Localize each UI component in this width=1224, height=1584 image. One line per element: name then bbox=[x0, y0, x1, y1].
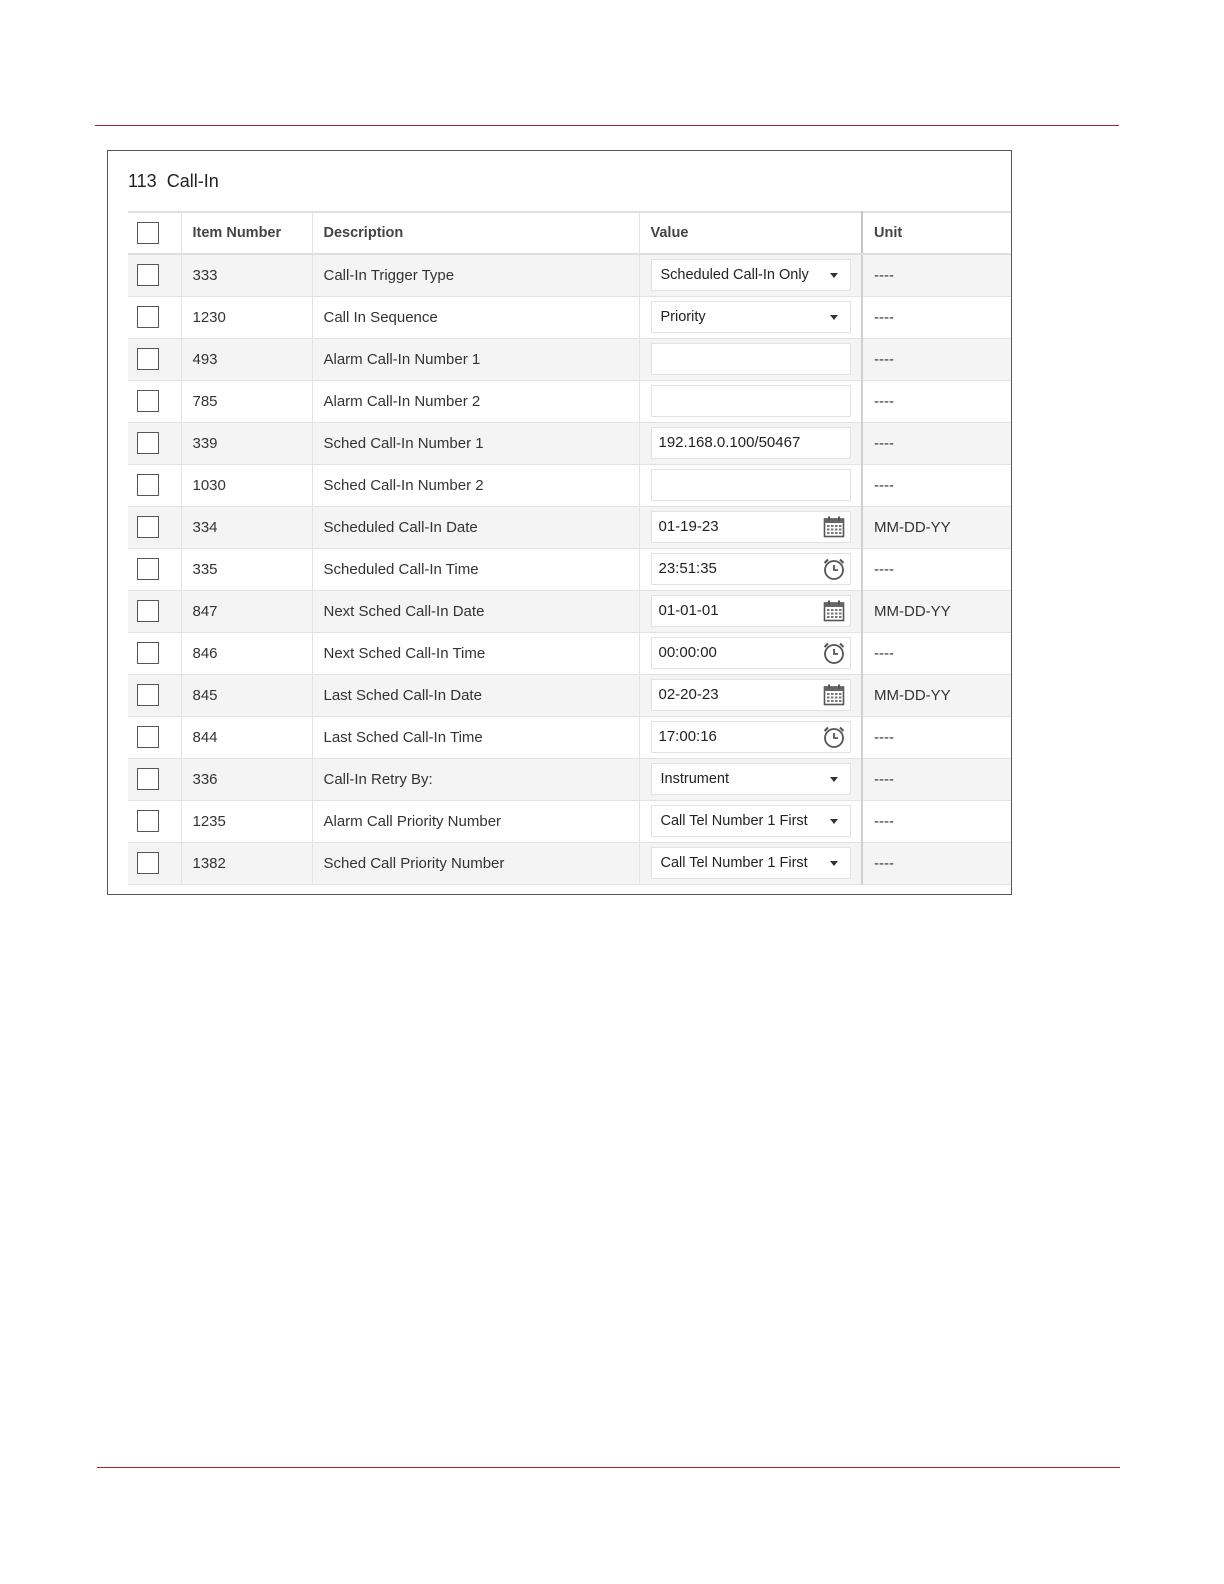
description-cell: Scheduled Call-In Date bbox=[312, 506, 639, 548]
time-input[interactable] bbox=[651, 721, 851, 753]
page-footer-rule bbox=[97, 1467, 1120, 1468]
row-checkbox[interactable] bbox=[137, 348, 159, 370]
row-select-cell bbox=[128, 506, 181, 548]
value-cell bbox=[639, 716, 862, 758]
row-checkbox[interactable] bbox=[137, 642, 159, 664]
description-cell: Alarm Call-In Number 1 bbox=[312, 338, 639, 380]
row-select-cell bbox=[128, 842, 181, 884]
item-number-cell: 334 bbox=[181, 506, 312, 548]
row-select-cell bbox=[128, 338, 181, 380]
unit-cell: ---- bbox=[862, 548, 1012, 590]
row-checkbox[interactable] bbox=[137, 768, 159, 790]
unit-cell: ---- bbox=[862, 464, 1012, 506]
row-select-cell bbox=[128, 464, 181, 506]
chevron-down-icon[interactable] bbox=[830, 315, 838, 320]
value-text-input[interactable] bbox=[651, 427, 851, 459]
item-number-cell: 844 bbox=[181, 716, 312, 758]
calendar-icon[interactable] bbox=[822, 683, 846, 707]
select-all-cell bbox=[128, 212, 181, 254]
date-input[interactable] bbox=[651, 511, 851, 543]
row-select-cell bbox=[128, 758, 181, 800]
row-select-cell bbox=[128, 590, 181, 632]
description-cell: Call-In Retry By: bbox=[312, 758, 639, 800]
time-input[interactable] bbox=[651, 637, 851, 669]
value-cell bbox=[639, 296, 862, 338]
value-text-input[interactable] bbox=[651, 385, 851, 417]
value-header[interactable]: Value bbox=[639, 212, 862, 254]
table-header-row bbox=[128, 212, 1012, 254]
description-cell: Alarm Call-In Number 2 bbox=[312, 380, 639, 422]
item-number-cell: 336 bbox=[181, 758, 312, 800]
panel-title: 113 Call-In bbox=[128, 171, 219, 191]
description-cell: Alarm Call Priority Number bbox=[312, 800, 639, 842]
row-select-cell bbox=[128, 422, 181, 464]
value-dropdown[interactable] bbox=[651, 805, 851, 837]
unit-cell: ---- bbox=[862, 422, 1012, 464]
unit-cell: ---- bbox=[862, 716, 1012, 758]
value-cell bbox=[639, 590, 862, 632]
table-row bbox=[128, 296, 1012, 338]
value-cell bbox=[639, 758, 862, 800]
unit-cell: ---- bbox=[862, 632, 1012, 674]
value-text: Instrument bbox=[660, 771, 729, 787]
row-checkbox[interactable] bbox=[137, 600, 159, 622]
unit-cell: ---- bbox=[862, 380, 1012, 422]
item-number-cell: 493 bbox=[181, 338, 312, 380]
table-row bbox=[128, 548, 1012, 590]
item-number-header[interactable]: Item Number bbox=[181, 212, 312, 254]
item-number-cell: 846 bbox=[181, 632, 312, 674]
value-text: 00:00:00 bbox=[658, 644, 717, 661]
row-checkbox[interactable] bbox=[137, 432, 159, 454]
clock-icon[interactable] bbox=[822, 557, 846, 581]
value-cell bbox=[639, 464, 862, 506]
table-row bbox=[128, 800, 1012, 842]
value-text: 02-20-23 bbox=[658, 686, 719, 703]
item-number-cell: 333 bbox=[181, 254, 312, 296]
time-input[interactable] bbox=[651, 553, 851, 585]
chevron-down-icon[interactable] bbox=[830, 819, 838, 824]
table-row bbox=[128, 716, 1012, 758]
value-text: 192.168.0.100/50467 bbox=[658, 434, 801, 451]
row-checkbox[interactable] bbox=[137, 852, 159, 874]
row-select-cell bbox=[128, 716, 181, 758]
row-checkbox[interactable] bbox=[137, 390, 159, 412]
value-cell bbox=[639, 380, 862, 422]
date-input[interactable] bbox=[651, 679, 851, 711]
clock-icon[interactable] bbox=[822, 725, 846, 749]
item-number-cell: 1230 bbox=[181, 296, 312, 338]
item-number-cell: 1382 bbox=[181, 842, 312, 884]
table-row bbox=[128, 632, 1012, 674]
item-number-cell: 785 bbox=[181, 380, 312, 422]
item-number-cell: 847 bbox=[181, 590, 312, 632]
parameters-table bbox=[128, 211, 1012, 885]
table-row bbox=[128, 842, 1012, 884]
description-cell: Sched Call-In Number 2 bbox=[312, 464, 639, 506]
unit-cell: MM-DD-YY bbox=[862, 590, 1012, 632]
row-select-cell bbox=[128, 674, 181, 716]
value-text: Call Tel Number 1 First bbox=[660, 813, 808, 829]
item-number-cell: 339 bbox=[181, 422, 312, 464]
table-row bbox=[128, 590, 1012, 632]
row-select-cell bbox=[128, 254, 181, 296]
table-row bbox=[128, 464, 1012, 506]
unit-cell: ---- bbox=[862, 842, 1012, 884]
value-text: Scheduled Call-In Only bbox=[660, 267, 809, 284]
value-cell bbox=[639, 506, 862, 548]
item-number-cell: 1235 bbox=[181, 800, 312, 842]
value-text: 23:51:35 bbox=[658, 560, 717, 577]
select-all-checkbox[interactable] bbox=[137, 222, 159, 244]
row-checkbox[interactable] bbox=[137, 264, 159, 286]
value-text: 17:00:16 bbox=[658, 728, 717, 745]
calendar-icon[interactable] bbox=[822, 599, 846, 623]
row-checkbox[interactable] bbox=[137, 474, 159, 496]
unit-cell: ---- bbox=[862, 338, 1012, 380]
value-dropdown[interactable] bbox=[651, 763, 851, 795]
calendar-icon[interactable] bbox=[822, 515, 846, 539]
chevron-down-icon[interactable] bbox=[830, 273, 838, 278]
description-cell: Next Sched Call-In Date bbox=[312, 590, 639, 632]
unit-cell: ---- bbox=[862, 254, 1012, 296]
item-number-cell: 335 bbox=[181, 548, 312, 590]
chevron-down-icon[interactable] bbox=[830, 777, 838, 782]
table-row bbox=[128, 758, 1012, 800]
row-select-cell bbox=[128, 632, 181, 674]
row-select-cell bbox=[128, 296, 181, 338]
row-checkbox[interactable] bbox=[137, 516, 159, 538]
value-cell bbox=[639, 800, 862, 842]
value-text: Priority bbox=[660, 309, 706, 325]
chevron-down-icon[interactable] bbox=[830, 861, 838, 866]
unit-cell: MM-DD-YY bbox=[862, 674, 1012, 716]
table-row bbox=[128, 254, 1012, 296]
value-cell bbox=[639, 842, 862, 884]
value-text-input[interactable] bbox=[651, 469, 851, 501]
table-row bbox=[128, 674, 1012, 716]
item-number-cell: 845 bbox=[181, 674, 312, 716]
item-number-cell: 1030 bbox=[181, 464, 312, 506]
description-cell: Scheduled Call-In Time bbox=[312, 548, 639, 590]
value-cell bbox=[639, 548, 862, 590]
description-cell: Call-In Trigger Type bbox=[312, 254, 639, 296]
date-input[interactable] bbox=[651, 595, 851, 627]
table-row bbox=[128, 506, 1012, 548]
row-checkbox[interactable] bbox=[137, 726, 159, 748]
description-cell: Last Sched Call-In Date bbox=[312, 674, 639, 716]
value-text: Call Tel Number 1 First bbox=[660, 855, 808, 871]
unit-cell: ---- bbox=[862, 758, 1012, 800]
description-header[interactable]: Description bbox=[312, 212, 639, 254]
value-dropdown[interactable] bbox=[651, 301, 851, 333]
description-cell: Call In Sequence bbox=[312, 296, 639, 338]
description-cell: Last Sched Call-In Time bbox=[312, 716, 639, 758]
value-text: 01-19-23 bbox=[658, 518, 719, 535]
row-checkbox[interactable] bbox=[137, 306, 159, 328]
unit-cell: ---- bbox=[862, 296, 1012, 338]
row-checkbox[interactable] bbox=[137, 684, 159, 706]
unit-header[interactable]: Unit bbox=[862, 212, 1012, 254]
row-checkbox[interactable] bbox=[137, 558, 159, 580]
value-text-input[interactable] bbox=[651, 343, 851, 375]
value-cell bbox=[639, 254, 862, 296]
table-row bbox=[128, 380, 1012, 422]
clock-icon[interactable] bbox=[822, 641, 846, 665]
value-text: 01-01-01 bbox=[658, 602, 719, 619]
unit-cell: ---- bbox=[862, 800, 1012, 842]
table-row bbox=[128, 338, 1012, 380]
value-cell bbox=[639, 674, 862, 716]
unit-cell: MM-DD-YY bbox=[862, 506, 1012, 548]
value-cell bbox=[639, 632, 862, 674]
description-cell: Sched Call-In Number 1 bbox=[312, 422, 639, 464]
value-cell bbox=[639, 338, 862, 380]
call-in-panel bbox=[107, 150, 1012, 895]
row-select-cell bbox=[128, 380, 181, 422]
description-cell: Sched Call Priority Number bbox=[312, 842, 639, 884]
page-header-rule bbox=[95, 125, 1119, 126]
row-select-cell bbox=[128, 800, 181, 842]
description-cell: Next Sched Call-In Time bbox=[312, 632, 639, 674]
value-dropdown[interactable] bbox=[651, 259, 851, 291]
value-dropdown[interactable] bbox=[651, 847, 851, 879]
row-select-cell bbox=[128, 548, 181, 590]
table-row bbox=[128, 422, 1012, 464]
row-checkbox[interactable] bbox=[137, 810, 159, 832]
value-cell bbox=[639, 422, 862, 464]
